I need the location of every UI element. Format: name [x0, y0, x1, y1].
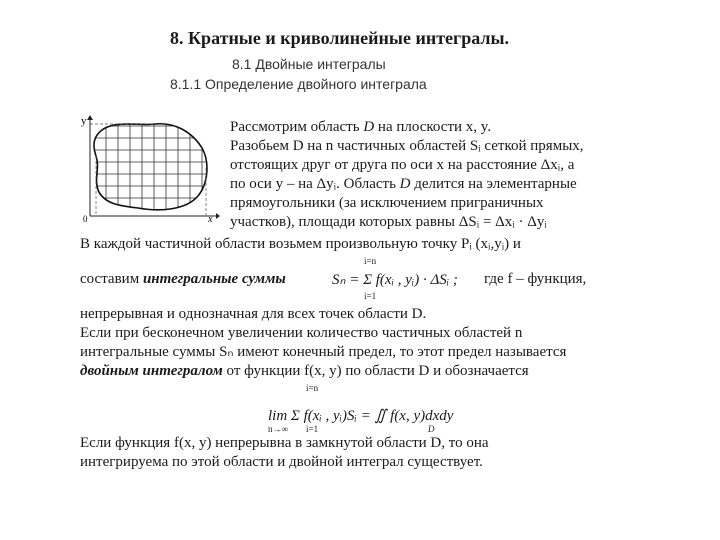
- region-grid-figure: [80, 112, 220, 224]
- para3-line2: интегральные суммы Sₙ имеют конечный предел, то этот предел называется: [80, 344, 567, 360]
- origin-label: 0: [83, 214, 88, 224]
- para4-line2: интегрируема по этой области и двойной интеграл существует.: [80, 454, 483, 470]
- para1-line2: Разобьем D на n частичных областей Sᵢ сеткой прямых,: [230, 138, 584, 154]
- para3-line3: двойным интегралом от функции f(x, y) по области D и обозначается: [80, 363, 529, 379]
- para1-line4: по оси y – на Δyᵢ. Область D делится на элементарные: [230, 176, 577, 192]
- para2-line1-suffix: где f – функция,: [484, 271, 587, 287]
- partition-grid: [80, 112, 220, 222]
- para3-line1: Если при бесконечном увеличении количество частичных областей n: [80, 325, 523, 341]
- integral-sum-formula: Sₙ = Σ f(xᵢ , yᵢ) · ΔSᵢ ;: [332, 272, 458, 288]
- para2-line2: непрерывная и однозначная для всех точек области D.: [80, 306, 427, 322]
- para1-line3: отстоящих друг от друга по оси x на расстояние Δxᵢ, а: [230, 157, 575, 173]
- term-integral-sums: интегральные суммы: [142, 271, 286, 287]
- para1-line7: В каждой частичной области возьмем произвольную точку Pᵢ (xᵢ,yᵢ) и: [80, 236, 521, 252]
- double-integral-formula: lim Σ f(xᵢ , yᵢ)Sᵢ = ∬ f(x, y)dxdy: [268, 408, 454, 424]
- limit-sum-upper: i=n: [306, 383, 319, 393]
- sum-lower-limit: i=1: [364, 291, 377, 301]
- integral-domain-subscript: D: [428, 424, 435, 434]
- sum-upper-limit: i=n: [364, 256, 377, 266]
- limit-sum-lower: i=1: [306, 424, 319, 434]
- para1-line6: участков), площади которых равны ΔSᵢ = Δxᵢ · Δyᵢ: [230, 214, 547, 230]
- y-axis-label: y: [81, 115, 87, 127]
- subsubsection-title: 8.1.1 Определение двойного интеграла: [170, 76, 427, 92]
- subsection-title: 8.1 Двойные интегралы: [232, 56, 386, 72]
- x-axis-label: x: [208, 214, 213, 224]
- para1-line5: прямоугольники (за исключением приграничных: [230, 195, 544, 211]
- limit-subscript: n→∞: [268, 424, 288, 434]
- section-title: 8. Кратные и криволинейные интегралы.: [170, 28, 510, 48]
- term-double-integral: двойным интегралом: [80, 363, 223, 379]
- para4-line1: Если функция f(x, y) непрерывна в замкнутой области D, то она: [80, 435, 489, 451]
- para1-line1: Рассмотрим область D на плоскости x, y.: [230, 119, 492, 135]
- para2-line1: составим интегральные суммы: [80, 271, 286, 287]
